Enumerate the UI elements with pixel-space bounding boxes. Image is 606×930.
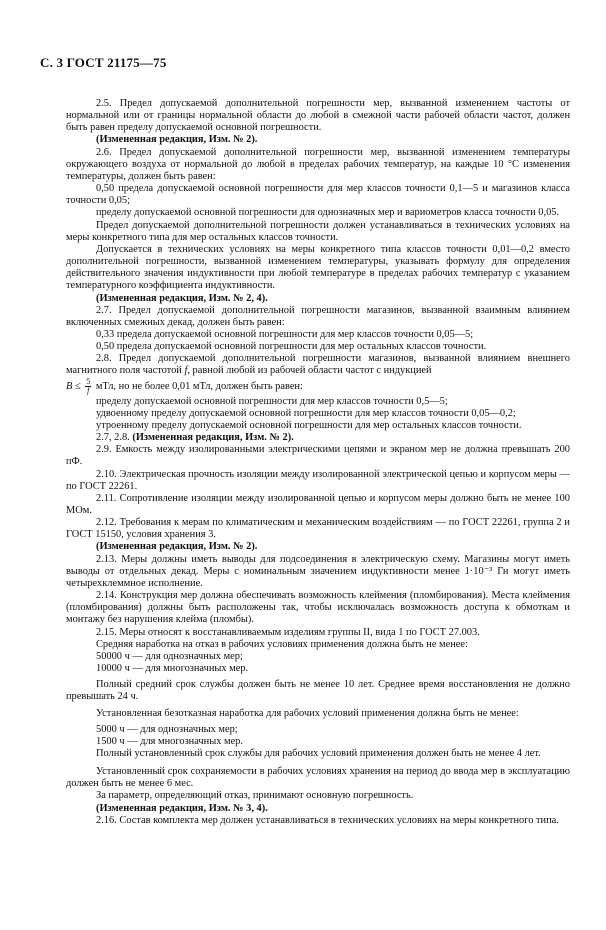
paragraph-text: Полный средний срок службы должен быть не менее 10 лет. Среднее время восстановления не должно превышать 24 ч. [66, 679, 570, 703]
induction-formula-lhs: B ≤ [66, 380, 84, 392]
revision-note: (Измененная редакция, Изм. № 2). [96, 541, 258, 553]
paragraph-text: пределу допускаемой основной погрешности для мер классов точности 0,5—5; [96, 395, 448, 407]
paragraph-2-6: 2.6. Предел допускаемой дополнительной погрешности мер, вызванной изменением температуры окружающего воздуха от нормальной до любой в пределах рабочих температур, на каждые 10 °С изменения температуры, должен быть равен: [66, 146, 570, 182]
paragraph-text: утроенному пределу допускаемой основной погрешности для мер остальных классов точности. [96, 419, 522, 431]
paragraph-text: 0,33 предела допускаемой основной погрешности для мер классов точности 0,05—5; [96, 328, 474, 340]
revision-note: (Измененная редакция, Изм. № 3, 4). [96, 802, 268, 814]
paragraph-text: Установленный срок сохраняемости в рабочих условиях хранения на период до ввода мер в эксплуатацию должен быть не менее 6 мес. [66, 766, 570, 790]
revision-note: (Измененная редакция, Изм. № 2). [96, 134, 258, 146]
frequency-symbol: f [184, 365, 188, 377]
paragraph-2-16: 2.16. Состав комплекта мер должен устанавливаться в технических условиях на меры конкретного типа. [96, 814, 559, 826]
paragraph-2-8 [66, 353, 570, 377]
induction-formula-line [66, 378, 570, 396]
paragraph-2-11: 2.11. Сопротивление изоляции между изолированной цепью и корпусом меры должно быть не менее 100 МОм. [66, 492, 570, 516]
paragraph-text: Допускается в технических условиях на меры конкретного типа классов точности 0,01—0,2 вместо дополнительной погрешности, вызванной изменением температуры, указывать формулу для определения действительного значения индуктивности при любой температуре в пределах рабочих температур с указанием температурного коэффициента индуктивности. [66, 243, 570, 292]
revision-note: (Измененная редакция, Изм. № 2, 4). [96, 292, 268, 304]
induction-fraction [85, 378, 91, 395]
paragraph-text: 1500 ч — для многозначных мер. [96, 735, 243, 747]
paragraph-2-7: 2.7. Предел допускаемой дополнительной погрешности магазинов, вызванной взаимным влиянием включенных смежных декад, должен быть равен: [66, 304, 570, 328]
paragraph-text: Установленная безотказная наработка для рабочих условий применения должна быть не менее: [96, 707, 519, 719]
paragraph-2-5: 2.5. Предел допускаемой дополнительной погрешности мер, вызванной изменением частоты от нормальной или от границы нормальной области до любой в смежной части рабочей области частот, должен быть равен пределу допускаемой основной погрешности. [66, 98, 570, 134]
document-body [66, 98, 570, 827]
paragraph-text: Предел допускаемой дополнительной погрешности должен устанавливаться в технических условиях на меры конкретного типа для мер остальных классов точности. [66, 219, 570, 243]
revision-note-prefix: 2.7, 2.8. [96, 432, 133, 444]
fraction-numerator: 5 [86, 376, 91, 386]
paragraph-text: Средняя наработка на отказ в рабочих условиях применения должна быть не менее: [96, 638, 468, 650]
paragraph-text: пределу допускаемой основной погрешности для однозначных мер и вариометров класса точности 0,05. [96, 207, 560, 219]
paragraph-2-13: 2.13. Меры должны иметь выводы для подсоединения в электрическую схему. Магазины могут иметь выводы от отдельных декад. Меры с номинальным значением индуктивности менее 1·10⁻³ Гн могут иметь четырехклеммное исполнение. [66, 553, 570, 589]
paragraph-text: За параметр, определяющий отказ, принимают основную погрешность. [96, 790, 414, 802]
paragraph-2-14: 2.14. Конструкция мер должна обеспечивать возможность клеймения (пломбирования). Места клеймения (пломбирования) должны быть расположены так, чтобы исключалась возможность доступа к обмоткам и монтажу без нарушения клейма (пломбы). [66, 590, 570, 626]
paragraph-text: 5000 ч — для однозначных мер; [96, 723, 238, 735]
paragraph-2-8-part1: 2.8. Предел допускаемой дополнительной погрешности магазинов, вызванной влиянием внешнего магнитного поля частотой [66, 353, 570, 377]
revision-note: (Измененная редакция, Изм. № 2). [132, 432, 294, 444]
paragraph-2-9: 2.9. Емкость между изолированными электрическими цепями и экраном мер не должна превышать 200 пФ. [66, 444, 570, 468]
page-header: С. 3 ГОСТ 21175—75 [40, 55, 167, 70]
paragraph-text: 0,50 предела допускаемой основной погрешности для мер остальных классов точности. [96, 341, 487, 353]
paragraph-text: 10000 ч — для многозначных мер. [96, 663, 249, 675]
paragraph-text: 50000 ч — для однозначных мер; [96, 650, 243, 662]
paragraph-text: Полный установленный срок службы для рабочих условий применения должен быть не менее 4 лет. [96, 747, 541, 759]
paragraph-2-8-part2: , равной любой из рабочей области частот с индукцией [187, 365, 432, 377]
induction-formula-rest: мТл, но не более 0,01 мТл, должен быть равен: [93, 380, 303, 392]
fraction-denominator: f [87, 385, 90, 395]
paragraph-2-12: 2.12. Требования к мерам по климатическим и механическим воздействиям — по ГОСТ 22261, группа 2 и ГОСТ 15150, условия хранения 3. [66, 517, 570, 541]
paragraph-text: удвоенному пределу допускаемой основной погрешности для мер классов точности 0,05—0,2; [96, 407, 516, 419]
paragraph-2-10: 2.10. Электрическая прочность изоляции между изолированной электрической цепью и корпусом меры — по ГОСТ 22261. [66, 468, 570, 492]
revision-note-2-7-2-8 [66, 432, 570, 444]
paragraph-2-15: 2.15. Меры относят к восстанавливаемым изделиям группы II, вида 1 по ГОСТ 27.003. [96, 626, 480, 638]
paragraph-text: 0,50 предела допускаемой основной погрешности для мер классов точности 0,1—5 и магазинов класса точности 0,05; [66, 183, 570, 207]
